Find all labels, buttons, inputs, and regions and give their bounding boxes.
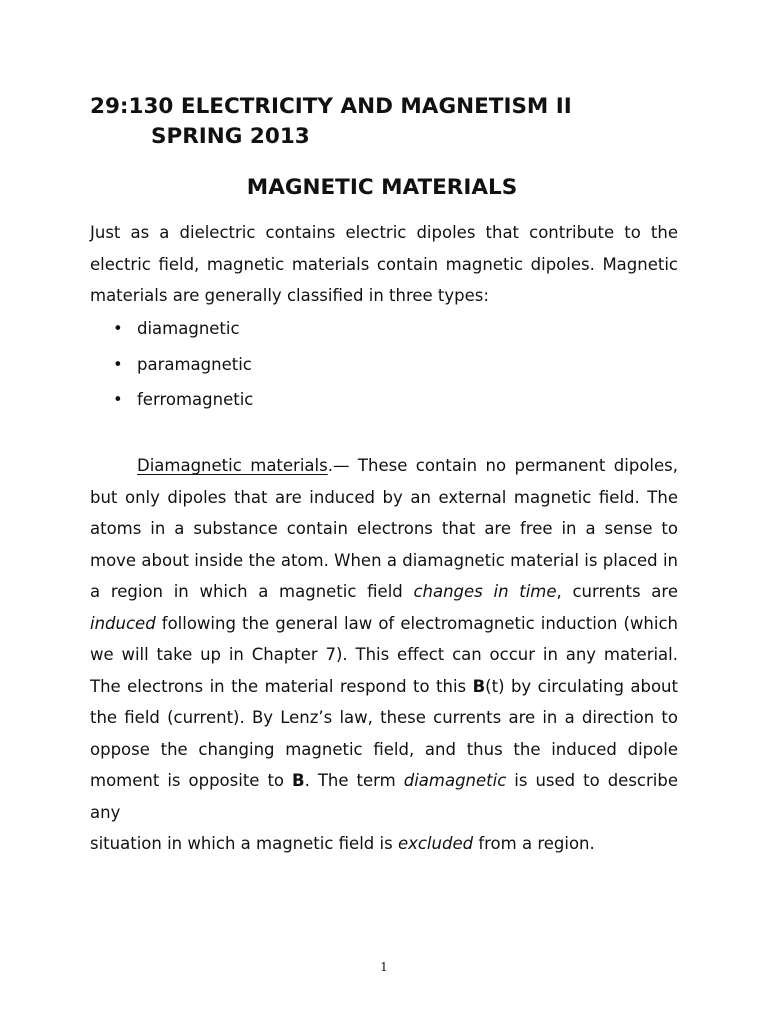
bullet-icon: • — [113, 319, 123, 338]
list-item-ferromagnetic — [90, 385, 253, 421]
course-title-line2: SPRING 2013 — [151, 124, 310, 149]
list-item-paramagnetic — [90, 350, 253, 386]
text-run: following the general law of electromagnetic induction (which we will take up in Chapter 7). This effect can occur in any material. The electrons in the material respond to this — [90, 613, 678, 696]
text-run: These contain no permanent dipoles, but only dipoles that are induced by an external magnetic field. The atoms in a substance contain electrons that are free in a sense to move about inside the atom. When a diamagnetic material is placed in a region in which a magnetic field — [90, 456, 678, 601]
intro-text-last: Magnetic materials are generally classified in three types: — [90, 254, 678, 305]
list-item-label: ferromagnetic — [137, 390, 254, 409]
symbol-b-field: B — [292, 771, 305, 790]
text-run: (t) by circulating about the field (current). By Lenz’s law, these currents are in a direction to oppose the changing magnetic field, and thus the induced dipole moment is opposite to — [90, 676, 678, 790]
intro-text-main: Just as a dielectric contains electric dipoles that contribute to the electric field, magnetic materials contain magnetic dipoles. — [90, 223, 678, 274]
list-item-diamagnetic — [90, 314, 253, 350]
section-heading-text: MAGNETIC MATERIALS — [246, 175, 518, 200]
page-number: 1 — [380, 960, 388, 974]
emphasis-excluded: excluded — [397, 834, 474, 853]
heading-dash: .— — [327, 456, 358, 475]
text-run: situation in which a magnetic field is — [90, 834, 398, 853]
diamagnetic-paragraph — [90, 450, 678, 860]
text-run: . The term — [304, 771, 404, 790]
bullet-icon: • — [113, 354, 123, 374]
material-types-list — [90, 314, 253, 421]
symbol-b-field: B — [472, 676, 486, 696]
intro-paragraph — [90, 217, 678, 312]
paragraph-last-line — [90, 828, 678, 860]
bullet-icon: • — [113, 390, 123, 409]
text-run: from a region. — [473, 834, 595, 853]
emphasis-induced: induced — [90, 613, 156, 633]
course-title — [90, 92, 690, 152]
diamagnetic-heading: Diamagnetic materials — [137, 456, 328, 475]
list-item-label: paramagnetic — [137, 354, 252, 374]
section-heading — [0, 173, 768, 203]
text-run: , currents are — [556, 582, 678, 601]
text-run: is used to describe any — [90, 771, 678, 822]
course-title-line1: 29:130 ELECTRICITY AND MAGNETISM II — [90, 94, 572, 119]
list-item-label: diamagnetic — [137, 319, 240, 338]
emphasis-changes-in-time: changes in time — [413, 582, 557, 601]
emphasis-diamagnetic: diamagnetic — [403, 771, 507, 790]
